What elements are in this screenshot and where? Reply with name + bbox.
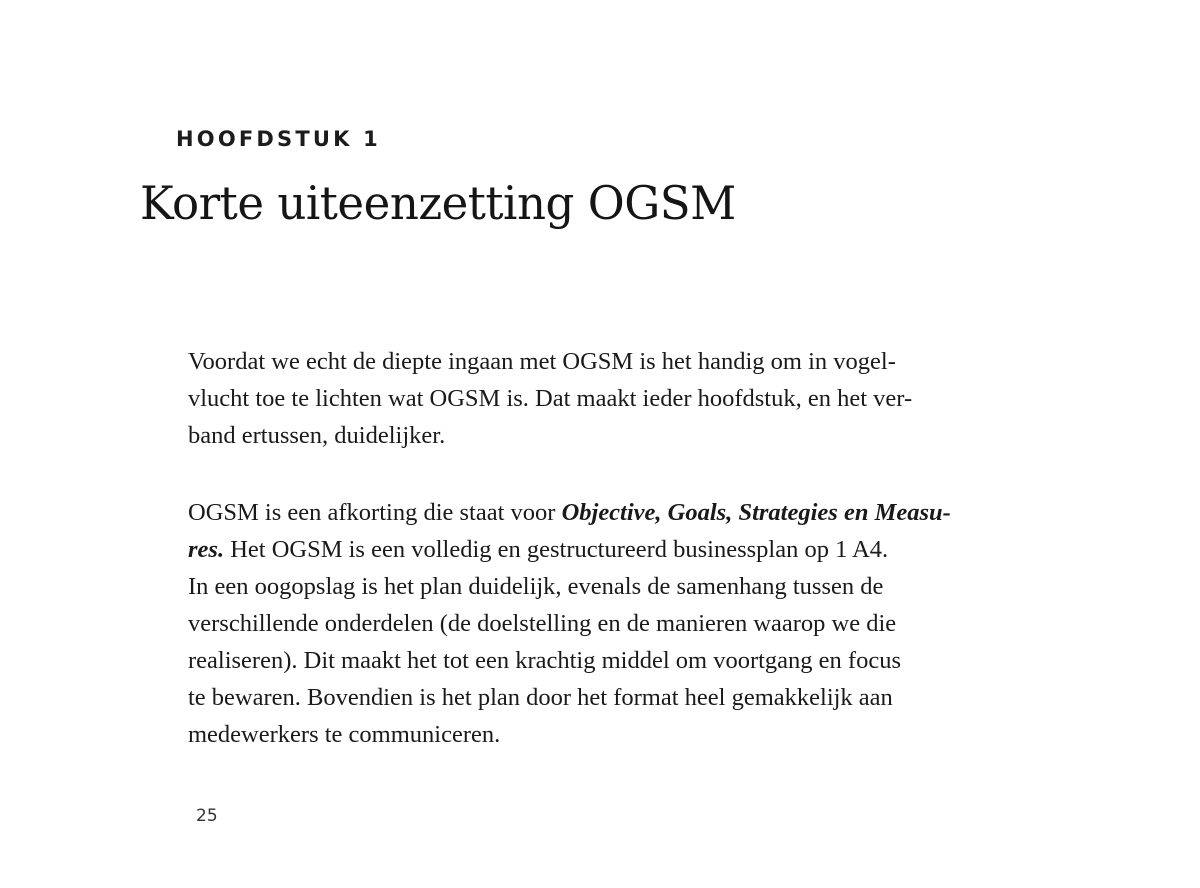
italic-term: Objective, Goals, Strategies en Measu- bbox=[561, 499, 951, 526]
text-span: OGSM is een afkorting die staat voor bbox=[188, 499, 562, 526]
chapter-title: Korte uiteenzetting OGSM bbox=[140, 176, 736, 230]
text-line: medewerkers te communiceren. bbox=[188, 721, 501, 748]
paragraph-gap bbox=[188, 454, 1008, 494]
text-span: Het OGSM is een volledig en gestructureerd businessplan op 1 A4. bbox=[224, 536, 889, 563]
text-line: te bewaren. Bovendien is het plan door het format heel gemakkelijk aan bbox=[188, 684, 893, 711]
text-line: realiseren). Dit maakt het tot een krachtig middel om voortgang en focus bbox=[188, 647, 901, 674]
body-text bbox=[188, 343, 1008, 753]
text-line: Voordat we echt de diepte ingaan met OGSM is het handig om in vogel- bbox=[188, 348, 896, 375]
italic-term: res. bbox=[188, 536, 225, 563]
page-number: 25 bbox=[196, 806, 218, 826]
text-line: vlucht toe te lichten wat OGSM is. Dat maakt ieder hoofdstuk, en het ver- bbox=[188, 385, 913, 412]
text-line bbox=[188, 531, 1008, 568]
paragraph-definition bbox=[188, 494, 1008, 753]
text-line: In een oogopslag is het plan duidelijk, evenals de samenhang tussen de bbox=[188, 573, 884, 600]
chapter-label: HOOFDSTUK 1 bbox=[176, 127, 381, 151]
paragraph-intro bbox=[188, 343, 1008, 454]
text-line bbox=[188, 494, 1008, 531]
text-line: band ertussen, duidelijker. bbox=[188, 422, 446, 449]
text-line: verschillende onderdelen (de doelstelling en de manieren waarop we die bbox=[188, 610, 897, 637]
